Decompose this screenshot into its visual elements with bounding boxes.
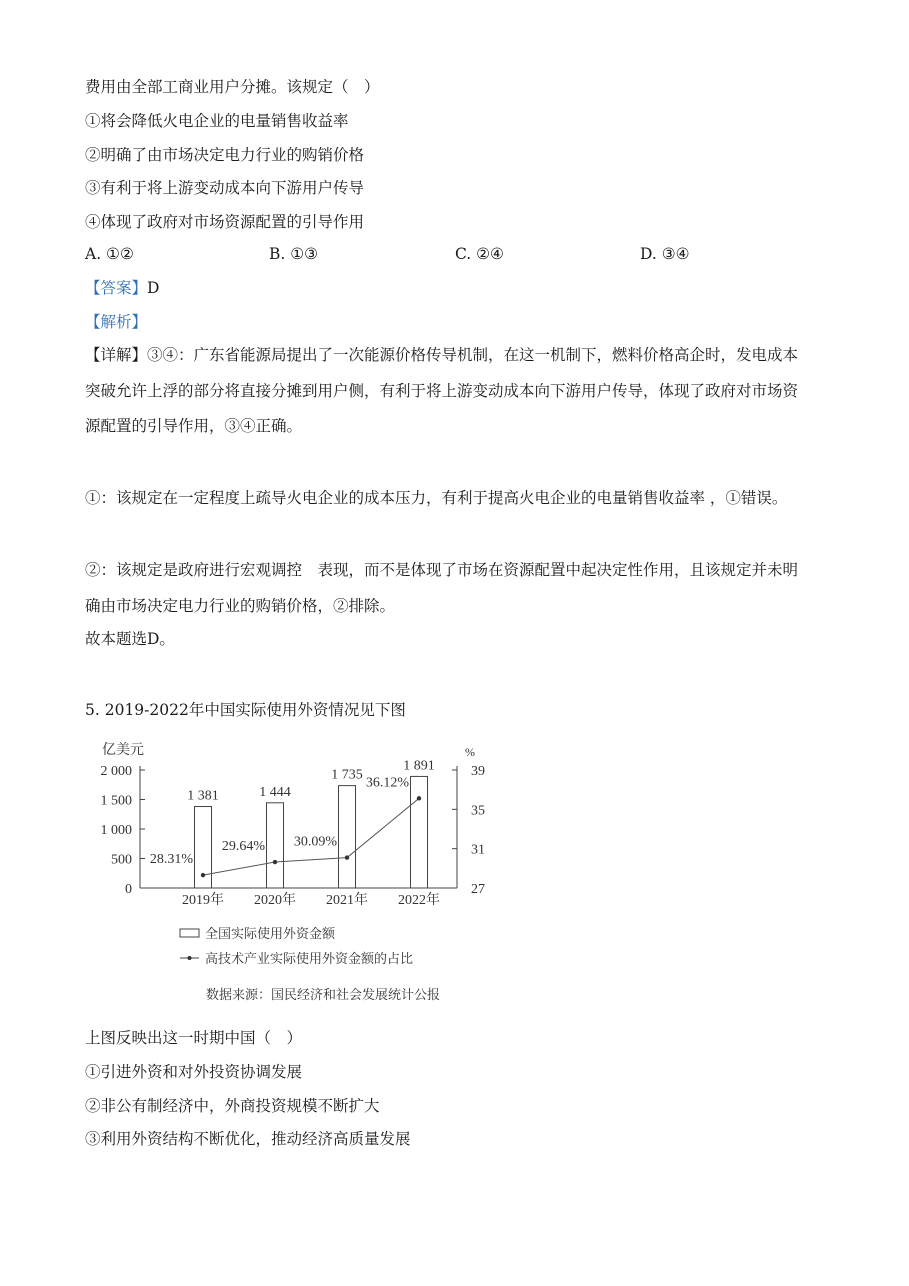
bar-value-label: 1 735 bbox=[331, 767, 363, 783]
para-1: ①：该规定在一定程度上疏导火电企业的成本压力，有利于提高火电企业的电量销售收益率 ，①错误。 bbox=[85, 489, 788, 507]
y2-tick-label: 31 bbox=[471, 842, 485, 858]
y2-tick-label: 35 bbox=[471, 803, 485, 819]
q4-option-a: A. ①② bbox=[85, 245, 134, 263]
bar bbox=[267, 803, 284, 888]
answer-line bbox=[85, 278, 159, 298]
q5-item-2: ②非公有制经济中，外商投资规模不断扩大 bbox=[85, 1097, 380, 1115]
bar-value-label: 1 444 bbox=[259, 784, 291, 800]
q5-question: 上图反映出这一时期中国（ ） bbox=[85, 1029, 303, 1047]
detail-line-3: 源配置的引导作用，③④正确。 bbox=[85, 417, 303, 435]
q4-stem-tail: 费用由全部工商业用户分摊。该规定（ ） bbox=[85, 78, 380, 96]
conclusion: 故本题选D。 bbox=[85, 630, 175, 648]
y2-tick-label: 27 bbox=[471, 882, 485, 897]
detail-line-1: 【详解】③④：广东省能源局提出了一次能源价格传导机制，在这一机制下，燃料价格高企时，发电成本 bbox=[85, 346, 799, 364]
q4-item-2: ②明确了由市场决定电力行业的购销价格 bbox=[85, 146, 365, 164]
q4-option-b: B. ①③ bbox=[269, 245, 319, 263]
legend-line-label: 高技术产业实际使用外资金额的占比 bbox=[205, 951, 414, 966]
answer-value: D bbox=[147, 279, 160, 297]
line-value-label: 29.64% bbox=[221, 839, 265, 855]
legend-bar-swatch bbox=[180, 929, 199, 937]
y-tick-label: 0 bbox=[125, 882, 132, 897]
q4-option-d: D. ③④ bbox=[640, 245, 690, 263]
x-tick-label: 2022年 bbox=[398, 893, 440, 908]
q5-stem: 5. 2019-2022年中国实际使用外资情况见下图 bbox=[85, 701, 406, 719]
y-tick-label: 1 500 bbox=[100, 793, 132, 809]
q4-item-3: ③有利于将上游变动成本向下游用户传导 bbox=[85, 179, 365, 197]
y-tick-label: 500 bbox=[111, 852, 132, 868]
y-axis-label: 亿美元 bbox=[102, 743, 144, 758]
y2-axis-label: % bbox=[465, 745, 475, 759]
para-2-line-1: ②：该规定是政府进行宏观调控 表现，而不是体现了市场在资源配置中起决定性作用，且该规定并未明 bbox=[85, 561, 799, 579]
answer-tag: 【答案】 bbox=[85, 279, 148, 297]
x-tick-label: 2021年 bbox=[326, 893, 368, 908]
legend-line-marker bbox=[188, 956, 192, 960]
q4-item-4: ④体现了政府对市场资源配置的引导作用 bbox=[85, 213, 365, 231]
line-point bbox=[273, 860, 277, 864]
detail-line-2: 突破允许上浮的部分将直接分摊到用户侧，有利于将上游变动成本向下游用户传导，体现了政府对市场资 bbox=[85, 382, 799, 400]
fdi-chart bbox=[85, 738, 505, 1008]
y2-tick-label: 39 bbox=[471, 764, 485, 779]
bar-value-label: 1 891 bbox=[403, 758, 435, 774]
q4-item-1: ①将会降低火电企业的电量销售收益率 bbox=[85, 112, 349, 130]
x-tick-label: 2019年 bbox=[182, 893, 224, 908]
line-value-label: 28.31% bbox=[149, 852, 193, 868]
bar bbox=[339, 786, 356, 888]
line-value-label: 36.12% bbox=[365, 775, 409, 791]
legend-bar-label: 全国实际使用外资金额 bbox=[205, 926, 336, 941]
bar bbox=[411, 776, 428, 888]
q5-item-3: ③利用外资结构不断优化，推动经济高质量发展 bbox=[85, 1130, 411, 1148]
line-point bbox=[345, 855, 349, 859]
chart-source: 数据来源：国民经济和社会发展统计公报 bbox=[206, 987, 441, 1002]
line-point bbox=[201, 873, 205, 877]
y-tick-label: 2 000 bbox=[100, 764, 132, 779]
para-2-line-2: 确由市场决定电力行业的购销价格，②排除。 bbox=[85, 597, 396, 615]
x-tick-label: 2020年 bbox=[254, 893, 296, 908]
q4-option-c: C. ②④ bbox=[455, 245, 504, 263]
y-tick-label: 1 000 bbox=[100, 823, 132, 838]
line-value-label: 30.09% bbox=[293, 834, 337, 850]
analysis-tag: 【解析】 bbox=[85, 313, 148, 331]
bar-value-label: 1 381 bbox=[187, 788, 219, 804]
line-point bbox=[417, 796, 421, 800]
q5-item-1: ①引进外资和对外投资协调发展 bbox=[85, 1063, 303, 1081]
